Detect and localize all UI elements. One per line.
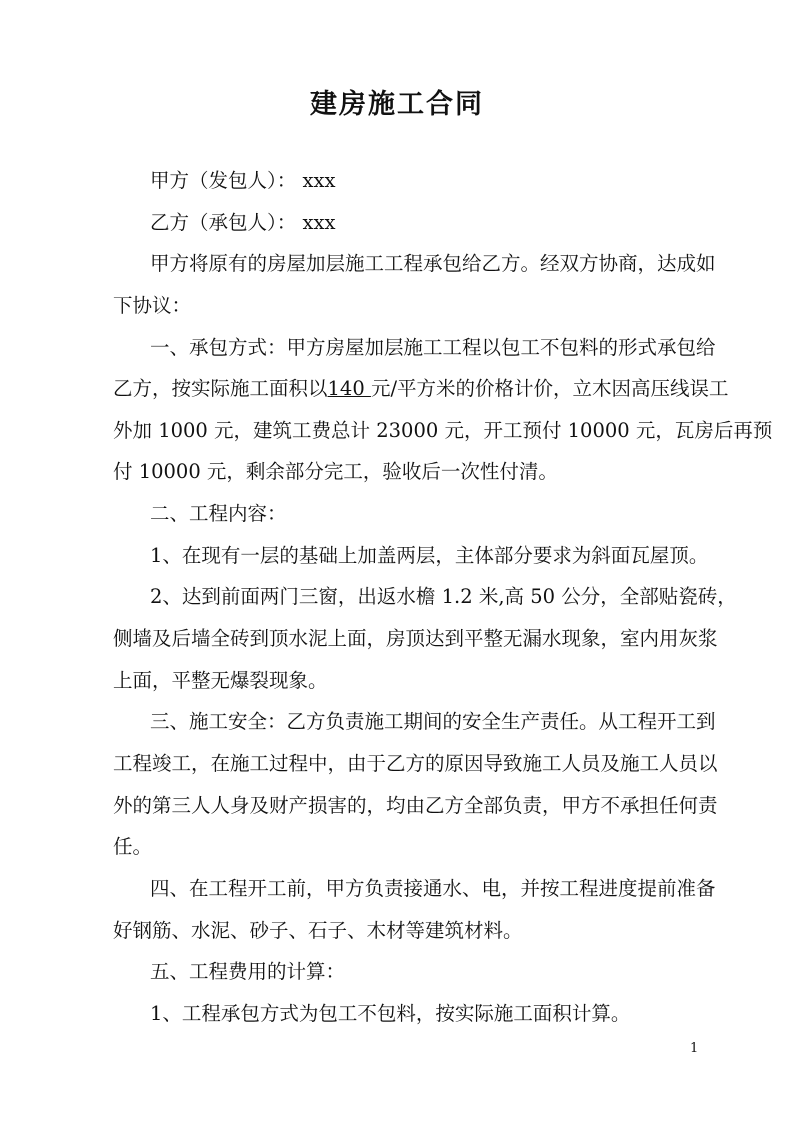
text-line: 一、承包方式：甲方房屋加层施工工程以包工不包料的形式承包给: [150, 335, 716, 359]
document-title: 建房施工合同: [310, 89, 484, 120]
text-line: 四、在工程开工前，甲方负责接通水、电，并按工程进度提前准备: [150, 876, 716, 900]
text-line: 乙方（承包人）： xxx: [150, 210, 336, 234]
text-line: 五、工程费用的计算：: [150, 960, 346, 984]
text-line: 1、工程承包方式为包工不包料，按实际施工面积计算。: [150, 1001, 631, 1025]
paragraph: [113, 993, 701, 1035]
text-segment: 乙方，按实际施工面积以: [113, 377, 328, 401]
paragraph: [113, 576, 737, 701]
text-line: 上面，平整无爆裂现象。: [113, 668, 328, 692]
text-line: 二、工程内容：: [150, 502, 287, 526]
document-body: [113, 160, 773, 1034]
paragraph: [113, 493, 701, 535]
underlined-price: 140: [327, 377, 371, 401]
paragraph: [113, 951, 701, 993]
paragraph: [113, 243, 716, 326]
text-line: 外加 1000 元，建筑工费总计 23000 元，开工预付 10000 元，瓦房后再预: [113, 418, 773, 442]
text-line: 付 10000 元，剩余部分完工，验收后一次性付清。: [113, 460, 558, 484]
text-line: [113, 368, 729, 410]
page-number: 1: [690, 1041, 699, 1056]
text-line: 下协议：: [113, 293, 192, 317]
text-line: 外的第三人人身及财产损害的，均由乙方全部负责，甲方不承担任何责: [113, 793, 718, 817]
text-line: 甲方将原有的房屋加层施工工程承包给乙方。经双方协商，达成如: [150, 252, 716, 276]
paragraph: [113, 868, 716, 951]
text-line: 任。: [113, 835, 153, 859]
text-line: 工程竣工，在施工过程中，由于乙方的原因导致施工人员及施工人员以: [113, 751, 718, 775]
text-line: 1、在现有一层的基础上加盖两层，主体部分要求为斜面瓦屋顶。: [150, 543, 709, 567]
text-line: 侧墙及后墙全砖到顶水泥上面，房顶达到平整无漏水现象，室内用灰浆: [113, 627, 718, 651]
text-segment: 元/平方米的价格计价，立木因高压线误工: [370, 377, 729, 401]
text-line: 2、达到前面两门三窗，出返水檐 1.2 米,高 50 公分，全部贴瓷砖，: [150, 585, 737, 609]
text-line: 三、施工安全：乙方负责施工期间的安全生产责任。从工程开工到: [150, 710, 716, 734]
text-line: 好钢筋、水泥、砂子、石子、木材等建筑材料。: [113, 918, 523, 942]
paragraph: [113, 202, 701, 244]
paragraph: [113, 535, 709, 577]
paragraph: [113, 327, 773, 494]
text-line: 甲方（发包人）： xxx: [150, 169, 336, 192]
paragraph: [113, 160, 701, 202]
paragraph: [113, 701, 718, 868]
